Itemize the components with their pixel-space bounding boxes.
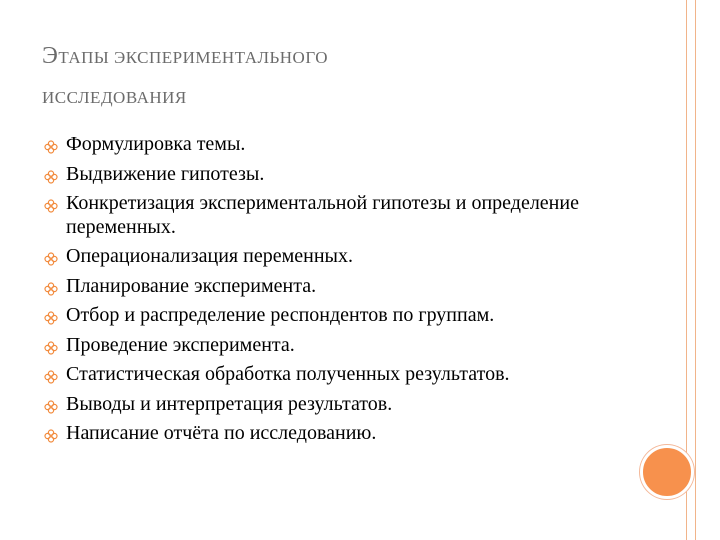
slide-title xyxy=(42,36,642,118)
list-item-text: Выдвижение гипотезы. xyxy=(66,162,265,185)
title-line1: ТАПЫ ЭКСПЕРИМЕНТАЛЬНОГО xyxy=(58,48,328,67)
title-line2: ИССЛЕДОВАНИЯ xyxy=(42,88,187,107)
list-item-text: Статистическая обработка полученных результатов. xyxy=(66,363,510,385)
list-item-text: Выводы и интерпретация результатов. xyxy=(66,392,393,415)
list-item xyxy=(42,304,642,328)
list-item-text: Отбор и распределение респондентов по группам. xyxy=(66,304,495,326)
list-item xyxy=(42,334,642,358)
list-item-text: Формулировка темы. xyxy=(66,133,246,155)
list-item xyxy=(42,192,642,239)
flower-bullet-icon xyxy=(44,308,58,322)
stages-list xyxy=(42,133,642,446)
flower-bullet-icon xyxy=(44,367,58,381)
list-item xyxy=(42,163,642,187)
flower-bullet-icon xyxy=(44,137,58,151)
decorative-circle xyxy=(640,445,694,499)
title-first-letter: Э xyxy=(42,43,59,69)
list-item xyxy=(42,363,642,387)
list-item xyxy=(42,393,642,417)
list-item-text: Операционализация переменных. xyxy=(66,245,353,267)
flower-bullet-icon xyxy=(44,397,58,411)
list-item xyxy=(42,133,642,157)
list-item xyxy=(42,275,642,299)
flower-bullet-icon xyxy=(44,167,58,181)
list-item-text: Конкретизация экспериментальной гипотезы и определение переменных. xyxy=(66,192,579,238)
list-item xyxy=(42,422,642,446)
list-item-text: Планирование эксперимента. xyxy=(66,274,317,297)
flower-bullet-icon xyxy=(44,249,58,263)
list-item-text: Проведение эксперимента. xyxy=(66,333,295,356)
flower-bullet-icon xyxy=(44,338,58,352)
list-item xyxy=(42,245,642,269)
flower-bullet-icon xyxy=(44,426,58,440)
flower-bullet-icon xyxy=(44,196,58,210)
flower-bullet-icon xyxy=(44,279,58,293)
list-item-text: Написание отчёта по исследованию. xyxy=(66,422,377,444)
